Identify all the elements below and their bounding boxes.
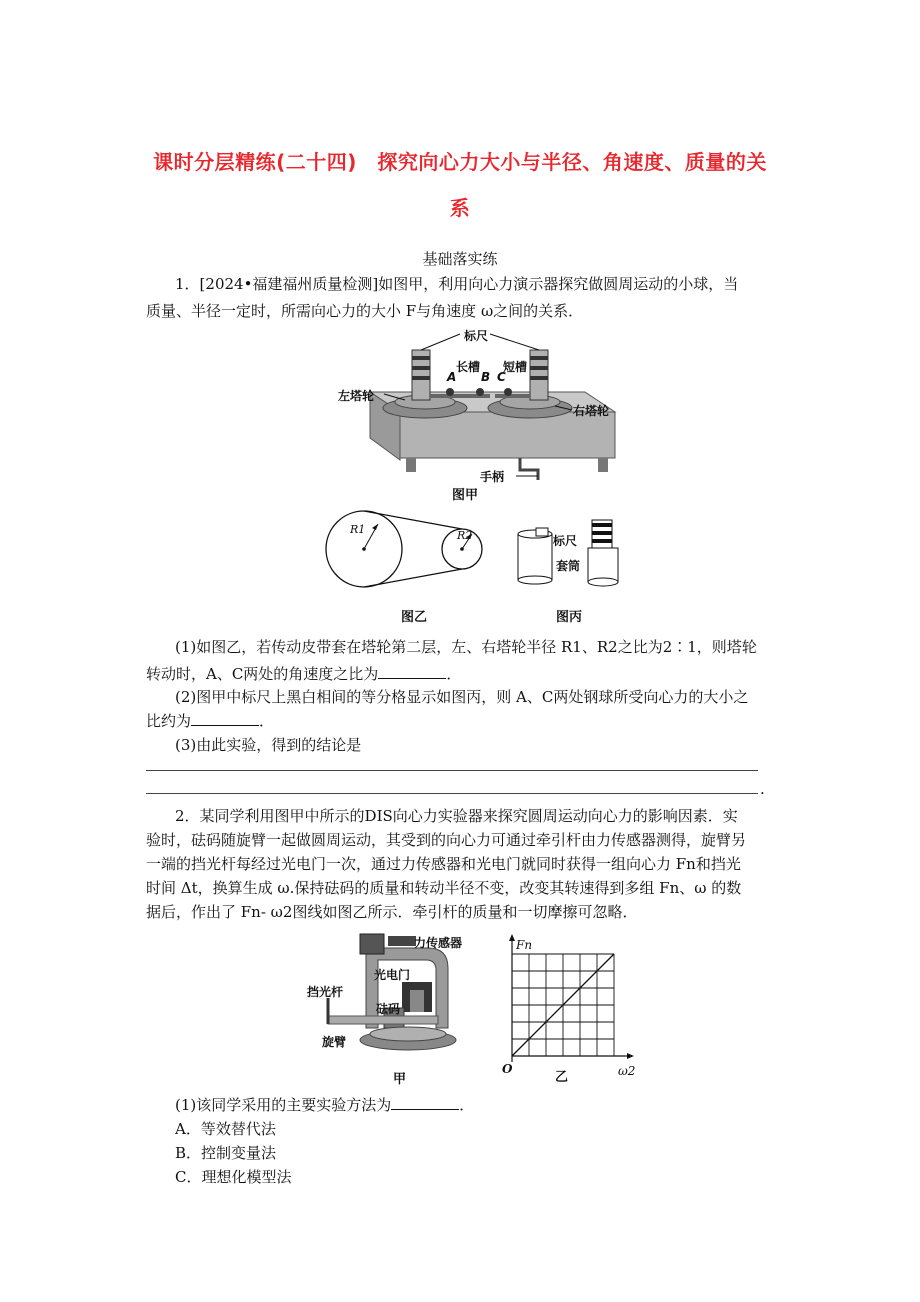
graph-x-label: ω2 [618,1064,636,1078]
answer-blank[interactable] [191,711,259,726]
answer-line[interactable] [146,793,758,794]
graph-origin: O [502,1062,513,1076]
option-c[interactable]: C．理想化模型法 [175,1168,292,1186]
answer-blank[interactable] [391,1095,459,1110]
label-force-sensor: 力传感器 [414,936,463,950]
section-heading: 基础落实练 [422,250,498,268]
label-weight: 砝码 [376,1002,401,1016]
option-a[interactable]: A．等效替代法 [175,1120,276,1138]
q2-line2: 验时，砝码随旋臂一起做圆周运动，其受到的向心力可通过牵引杆由力传感器测得，旋臂另 [146,831,747,849]
caption-figure-bing: 图丙 [556,610,583,625]
caption-figure-jia: 图甲 [452,488,479,503]
q1-stem-line2: 质量、半径一定时，所需向心力的大小 F与角速度 ω之间的关系． [146,302,584,320]
q1-sub1-line2: 转动时，A、C两处的角速度之比为 ． [146,665,462,683]
answer-line[interactable] [146,770,758,771]
label-ruler-bing: 标尺 [553,534,578,548]
q2-line3: 一端的挡光杆每经过光电门一次，通过力传感器和光电门就同时获得一组向心力 Fn和挡光 [146,855,741,873]
label-ruler: 标尺 [464,329,489,343]
q1-sub2-line2: 比约为 ． [146,712,275,730]
q1-sub2-line1: (2)图甲中标尺上黑白相间的等分格显示如图丙，则 A、C两处钢球所受向心力的大小之 [175,688,749,706]
label-left-wheel: 左塔轮 [338,389,375,403]
page-title-continued: 系 [449,196,471,220]
q1-figure-bing [514,514,624,588]
graph-y-label: Fn [516,938,533,952]
caption-figure-yi: 图乙 [401,610,428,625]
label-sleeve: 套筒 [556,559,581,573]
q2-line1: 2．某同学利用图甲中所示的DIS向心力实验器来探究圆周运动向心力的影响因素．实 [175,807,738,825]
label-short-groove: 短槽 [503,360,528,374]
answer-blank[interactable] [378,664,446,679]
q2-line5: 据后，作出了 Fn- ω2图线如图乙所示．牵引杆的质量和一切摩擦可忽略． [146,903,638,921]
q1-stem-line1: 1．[2024•福建福州质量检测]如图甲，利用向心力演示器探究做圆周运动的小球，当 [175,275,739,293]
q2-line4: 时间 Δt，换算生成 ω.保持砝码的质量和转动半径不变，改变其转速得到多组 Fn、ω 的数 [146,879,742,897]
q2-sub1: (1)该同学采用的主要实验方法为 ． [175,1096,475,1114]
label-arm: 旋臂 [322,1035,347,1049]
option-b[interactable]: B．控制变量法 [175,1144,277,1162]
q1-sub1-line1: (1)如图乙，若传动皮带套在塔轮第二层，左、右塔轮半径 R1、R2之比为2∶1，则塔轮 [175,638,757,656]
label-photogate: 光电门 [374,968,411,982]
q1-figure-yi [322,508,492,590]
label-point-a: A [447,370,457,384]
caption-q2-figure-jia: 甲 [393,1072,407,1087]
label-right-wheel: 右塔轮 [573,404,610,418]
q1-sub3: (3)由此实验，得到的结论是 [175,736,362,754]
label-handle: 手柄 [480,470,505,484]
label-light-bar: 挡光杆 [307,985,344,999]
caption-q2-figure-yi: 乙 [555,1070,569,1085]
label-point-b: B [481,370,491,384]
answer-line-period: . [760,780,765,798]
page-title: 课时分层精练(二十四) 探究向心力大小与半径、角速度、质量的关 [153,150,767,174]
label-point-c: C [497,370,506,384]
label-r1: R1 [350,523,366,536]
label-long-groove: 长槽 [456,360,481,374]
label-r2: R2 [457,529,473,542]
